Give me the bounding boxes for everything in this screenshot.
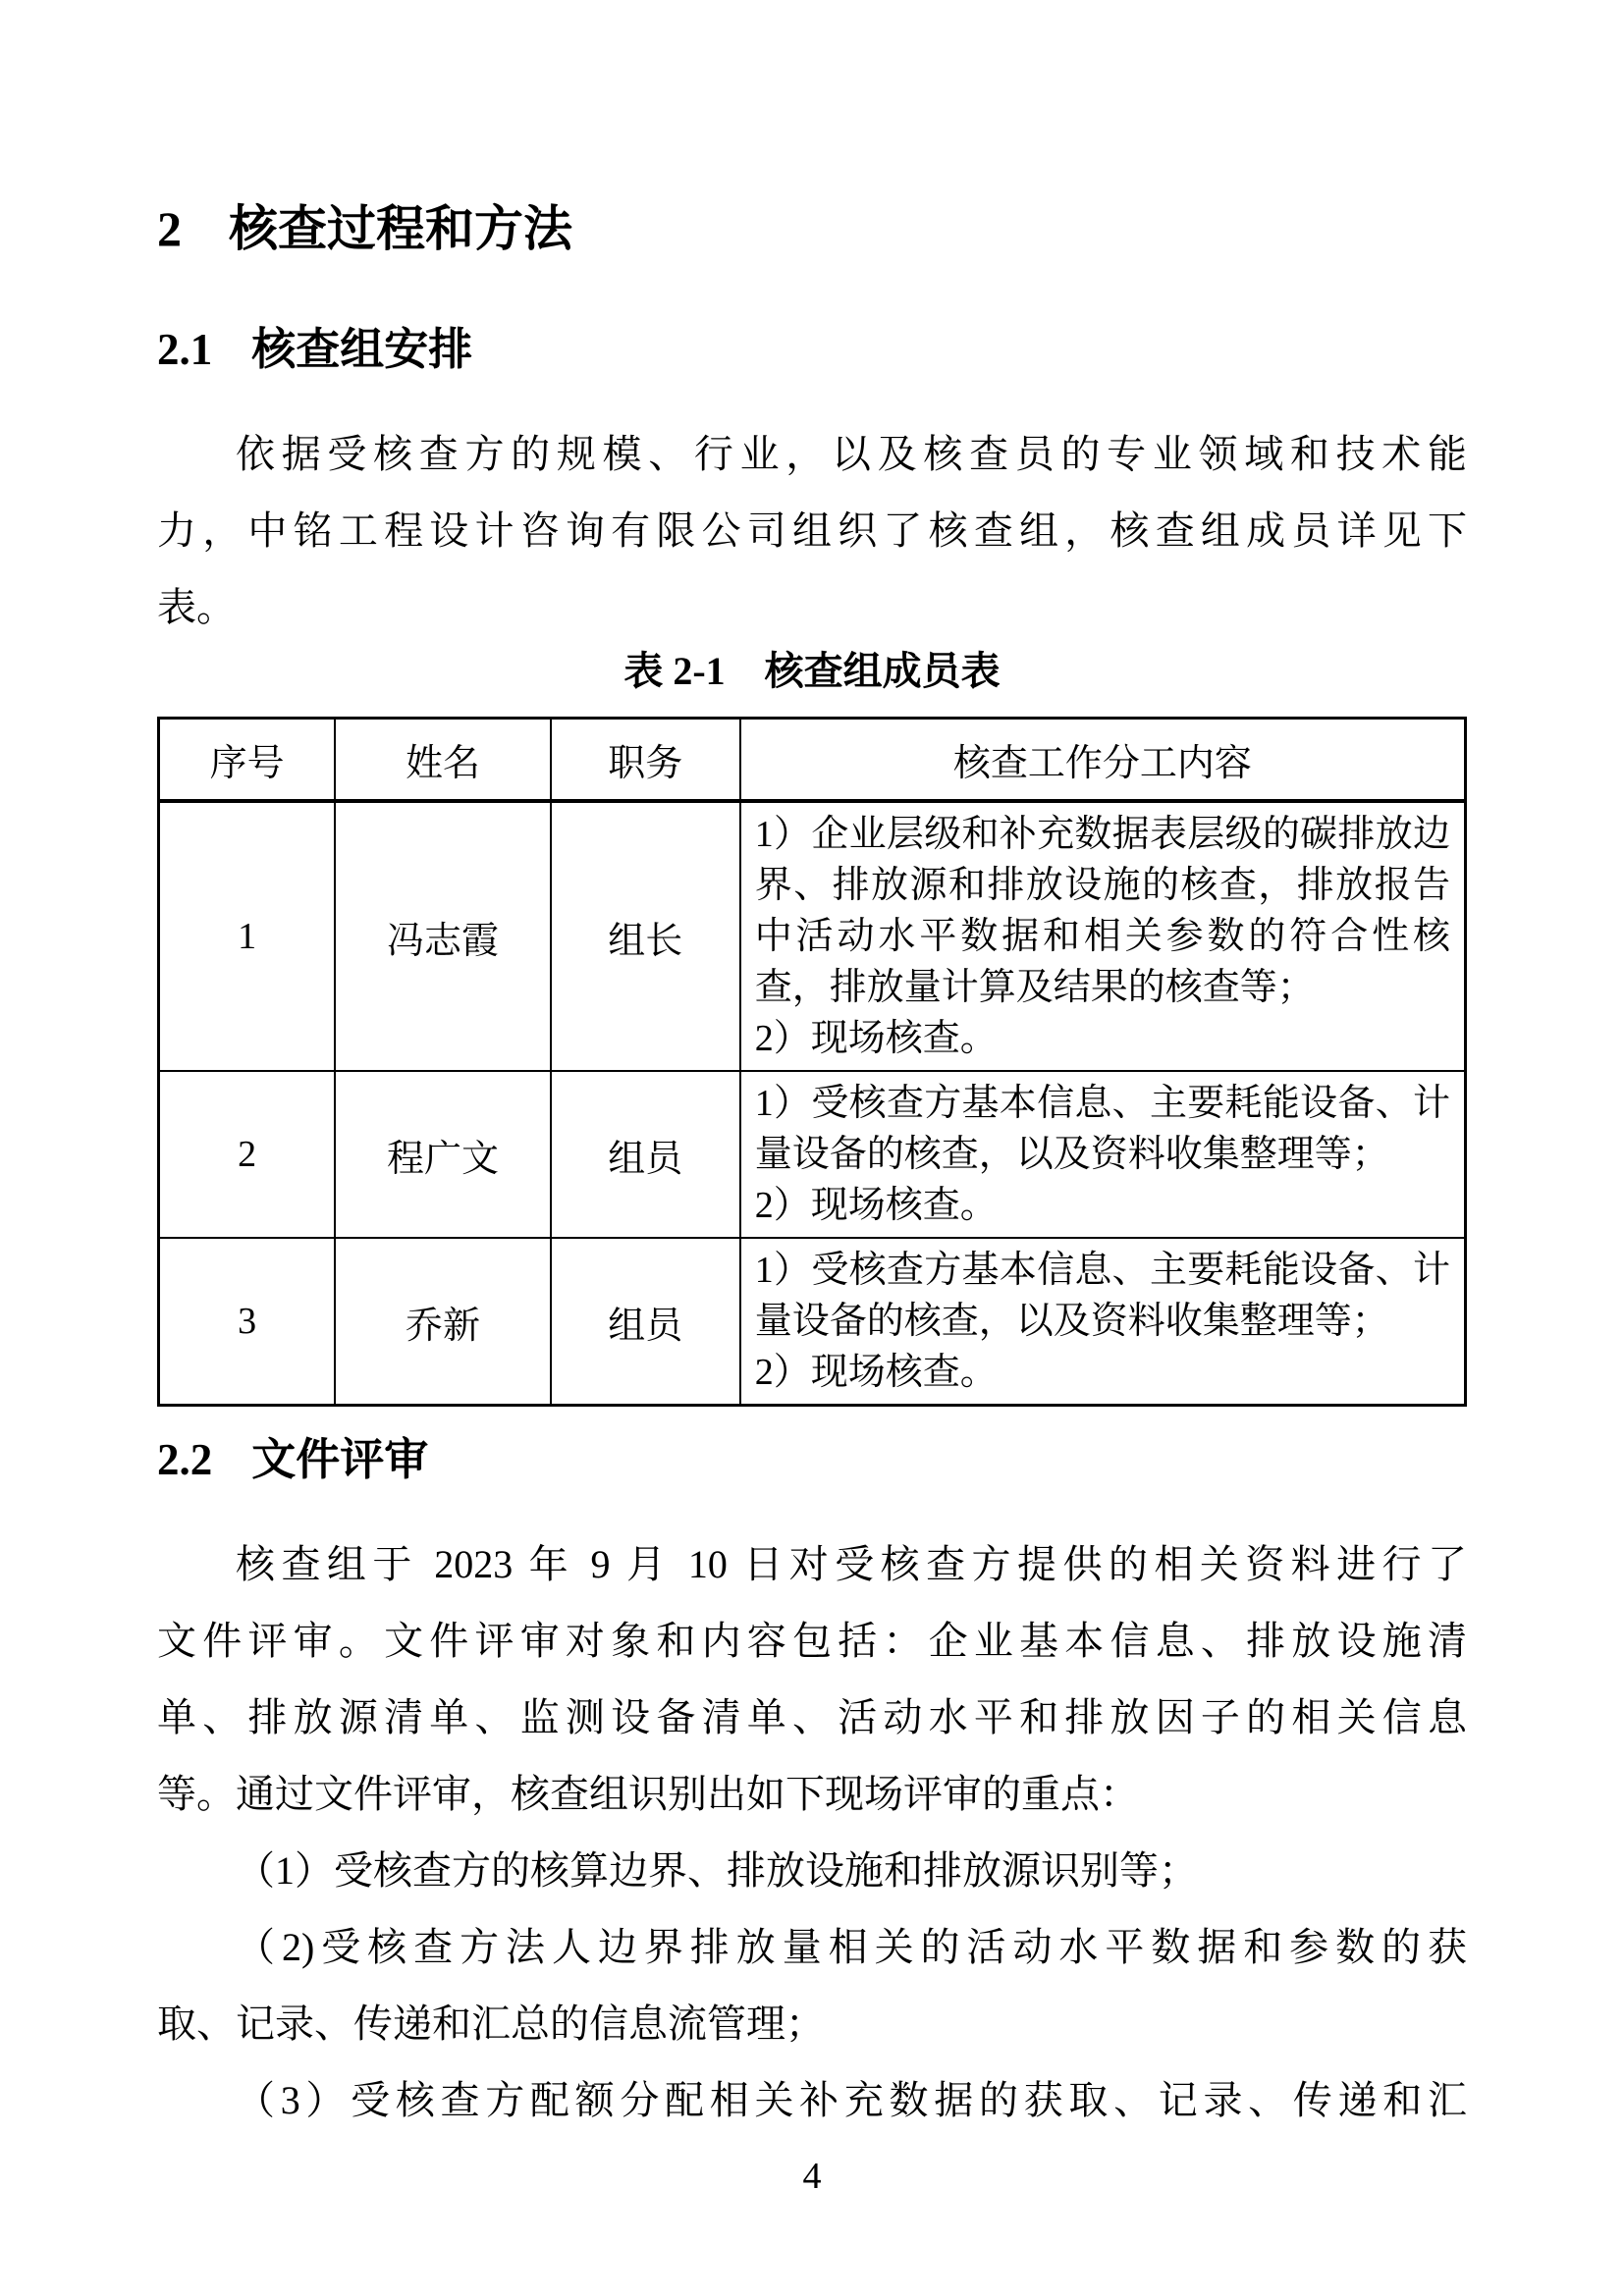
column-header-name: 姓名 (335, 719, 551, 802)
paragraph-document-review (157, 1526, 1467, 1833)
column-header-role: 职务 (551, 719, 740, 802)
review-focus-item-3 (157, 2062, 1467, 2139)
cell-no: 1 (159, 801, 336, 1071)
table-row (159, 801, 1466, 1071)
section-2-1-title: 核查组安排 (251, 325, 473, 374)
cell-role: 组员 (551, 1238, 740, 1406)
section-2-heading (157, 196, 1467, 261)
cell-name: 乔新 (335, 1238, 551, 1406)
page-number: 4 (802, 2156, 822, 2197)
paragraph-line: 取、记录、传递和汇总的信息流管理； (157, 2002, 825, 2046)
paragraph-line: 单、排放源清单、监测设备清单、活动水平和排放因子的相关信息 (157, 1695, 1467, 1739)
table-row (159, 1071, 1466, 1238)
paragraph-line: （3）受核查方配额分配相关补充数据的获取、记录、传递和汇 (236, 2078, 1467, 2122)
paragraph-team-arrangement (157, 416, 1467, 646)
section-2-2-heading (157, 1434, 1467, 1485)
duty-item: 2）现场核查。 (754, 1185, 998, 1226)
cell-no: 3 (159, 1238, 336, 1406)
duty-item: 1）企业层级和补充数据表层级的碳排放边界、排放源和排放设施的核查，排放报告中活动水平数据和相关参数的符合性核查，排放量计算及结果的核查等； (754, 814, 1450, 1008)
cell-duties (740, 1238, 1466, 1406)
paragraph-line: 表。 (157, 585, 236, 629)
paragraph-line: （1）受核查方的核算边界、排放设施和排放源识别等； (236, 1848, 1198, 1893)
table-header-row (159, 719, 1466, 802)
table-caption: 表 2-1 核查组成员表 (623, 649, 1001, 693)
team-table (157, 717, 1467, 1407)
cell-duties (740, 801, 1466, 1071)
paragraph-line: 力，中铭工程设计咨询有限公司组织了核查组，核查组成员详见下 (157, 508, 1467, 553)
paragraph-line: 文件评审。文件评审对象和内容包括：企业基本信息、排放设施清 (157, 1619, 1467, 1663)
section-2-1-number: 2.1 (157, 325, 213, 374)
duty-item: 2）现场核查。 (754, 1018, 998, 1059)
duty-item: 1）受核查方基本信息、主要耗能设备、计量设备的核查，以及资料收集整理等； (754, 1250, 1450, 1342)
table-row (159, 1238, 1466, 1406)
paragraph-line: 依据受核查方的规模、行业，以及核查员的专业领域和技术能 (236, 432, 1467, 476)
review-focus-item-1 (157, 1833, 1467, 1909)
cell-duties (740, 1071, 1466, 1238)
column-header-no: 序号 (159, 719, 336, 802)
section-2-2-title: 文件评审 (251, 1435, 429, 1484)
review-focus-item-2 (157, 1909, 1467, 2062)
duty-item: 1）受核查方基本信息、主要耗能设备、计量设备的核查，以及资料收集整理等； (754, 1083, 1450, 1175)
column-header-duty: 核查工作分工内容 (740, 719, 1466, 802)
cell-role: 组长 (551, 801, 740, 1071)
cell-name: 程广文 (335, 1071, 551, 1238)
section-2-number: 2 (157, 201, 182, 256)
cell-no: 2 (159, 1071, 336, 1238)
section-2-2-number: 2.2 (157, 1435, 213, 1484)
paragraph-line: （2)受核查方法人边界排放量相关的活动水平数据和参数的获 (236, 1925, 1467, 1969)
duty-item: 2）现场核查。 (754, 1352, 998, 1393)
cell-name: 冯志霞 (335, 801, 551, 1071)
cell-role: 组员 (551, 1071, 740, 1238)
paragraph-line: 等。通过文件评审，核查组识别出如下现场评审的重点： (157, 1772, 1139, 1816)
paragraph-line: 核查组于 2023 年 9 月 10 日对受核查方提供的相关资料进行了 (236, 1542, 1467, 1586)
section-2-title: 核查过程和方法 (229, 201, 572, 256)
section-2-1-heading (157, 324, 1467, 375)
